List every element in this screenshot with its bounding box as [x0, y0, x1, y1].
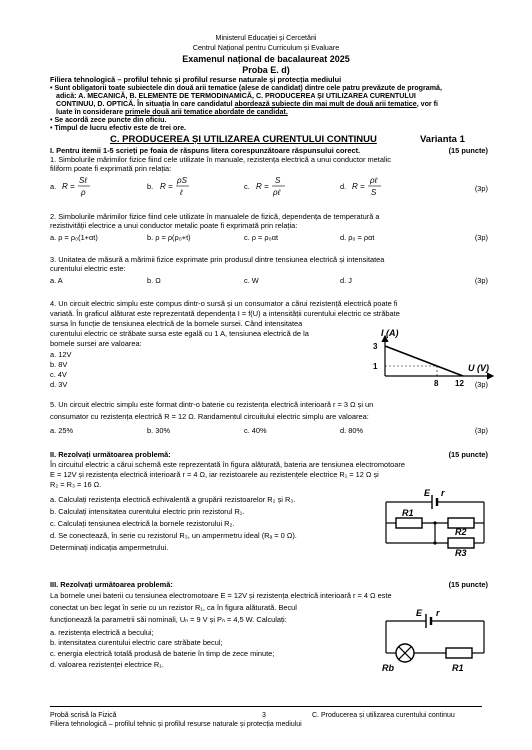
part2-heading: II. Rezolvați următoarea problemă: — [50, 450, 171, 459]
q4-option-b: b. 8V — [50, 360, 68, 369]
graph-y-label: I (A) — [381, 328, 399, 338]
svg-text:ρS: ρS — [177, 176, 187, 185]
center-name: Centrul Național pentru Curriculum și Evaluare — [192, 44, 340, 52]
instruction-2: adică: A. MECANICĂ, B. ELEMENTE DE TERMODINAMICĂ, C. PRODUCEREA ȘI UTILIZAREA CURENTULUI — [56, 92, 416, 100]
fig2-R2: R2 — [455, 527, 467, 537]
part2-circuit — [380, 490, 490, 556]
svg-text:R =: R = — [256, 182, 269, 191]
part2-item-b: b. Calculați intensitatea curentului electric prin rezistorul R₁. — [50, 507, 245, 516]
q2-line1: 2. Simbolurile mărimilor fizice fiind cele utilizate în manualele de fizică, dependența de temperatură a — [50, 212, 380, 221]
svg-text:ρ: ρ — [81, 188, 86, 197]
graph-line — [385, 346, 463, 376]
q4-option-c: c. 4V — [50, 370, 67, 379]
svg-text:S: S — [275, 176, 281, 185]
svg-text:Sℓ: Sℓ — [79, 176, 87, 185]
q2-points: (3p) — [474, 233, 488, 242]
q2-option-c: c. ρ = ρ₀αt — [244, 233, 279, 242]
svg-text:R =: R = — [352, 182, 365, 191]
part2-item-d2: Determinați indicația ampermetrului. — [50, 543, 169, 552]
part3-item-a: a. rezistența electrică a becului; — [50, 628, 154, 637]
q5-option-a: a. 25% — [50, 426, 74, 435]
q3-points: (3p) — [474, 276, 488, 285]
part2-item-a: a. Calculați rezistența electrică echivalentă a grupării rezistoarelor R₂ și R₃. — [50, 495, 296, 504]
part3-heading: III. Rezolvați următoarea problemă: — [50, 580, 173, 589]
q4-line4: curentului electric ce străbate sursa este egală cu 1 A, tensiunea electrică de la — [50, 329, 309, 338]
part3-line1: La bornele unei baterii cu tensiunea electromotoare E = 12V și rezistența electrică interioară r = 4 Ω este — [50, 591, 392, 600]
section-title: C. PRODUCEREA ȘI UTILIZAREA CURENTULUI CONTINUU — [110, 134, 377, 145]
q5-option-d: d. 80% — [340, 426, 364, 435]
instruction-4: luate în considerare primele două arii tematice abordate de candidat. — [56, 108, 288, 116]
q5-points: (3p) — [474, 426, 488, 435]
q2-option-b: b. ρ = ρ(ρ₀+t) — [147, 233, 191, 242]
exam-title: Examenul național de bacalaureat 2025 — [182, 54, 350, 64]
fig3-Rb: Rb — [382, 663, 394, 673]
fig3-R1: R1 — [452, 663, 464, 673]
footer-left: Probă scrisă la Fizică — [50, 712, 117, 719]
part1-points: (15 puncte) — [448, 146, 488, 155]
svg-text:ρℓ: ρℓ — [273, 188, 281, 197]
svg-text:b.: b. — [147, 182, 154, 191]
q3-line2: curentului electric este: — [50, 264, 126, 273]
q5-option-b: b. 30% — [147, 426, 171, 435]
q4-option-a: a. 12V — [50, 350, 72, 359]
part1-heading: I. Pentru itemii 1-5 scrieți pe foaia de răspuns litera corespunzătoare răspunsului corect. — [50, 146, 361, 155]
graph-y-tick-1: 1 — [373, 362, 378, 371]
part3-item-c: c. energia electrică totală produsă de baterie în timp de zece minute; — [50, 649, 275, 658]
part2-points: (15 puncte) — [448, 450, 488, 459]
q1-option-c — [244, 176, 285, 197]
proba-label: Proba E. d) — [242, 65, 290, 75]
svg-text:S: S — [371, 188, 377, 197]
fig2-R3: R3 — [455, 548, 467, 558]
part3-item-d: d. valoarea rezistenței electrice R₁. — [50, 660, 164, 669]
svg-text:a.: a. — [50, 182, 57, 191]
svg-text:ρℓ: ρℓ — [370, 176, 378, 185]
footer-right: C. Producerea și utilizarea curentului continuu — [312, 712, 455, 719]
footer-page-number: 3 — [262, 712, 266, 719]
svg-text:R =: R = — [160, 182, 173, 191]
graph-x-tick-12: 12 — [455, 379, 464, 388]
q3-option-b: b. Ω — [147, 276, 161, 285]
instruction-5: • Se acordă zece puncte din oficiu. — [50, 116, 167, 124]
instruction-1: • Sunt obligatorii toate subiectele din două arii tematice (alese de candidat) dintre cele patru prevăzute de programă, — [50, 84, 442, 92]
instruction-6: • Timpul de lucru efectiv este de trei ore. — [50, 124, 186, 132]
part3-line3: funcționează la parametrii săi nominali, Uₙ = 9 V și Pₙ = 4,5 W. Calculați: — [50, 615, 287, 624]
fig3-E: E — [416, 608, 423, 618]
q4-line5: bornele sursei are valoarea: — [50, 339, 142, 348]
svg-text:R =: R = — [62, 182, 75, 191]
q1-line1: 1. Simbolurile mărimilor fizice fiind cele utilizate în manuale, rezistența electrică a unui conductor metalic — [50, 155, 391, 164]
q1-options — [50, 174, 490, 200]
part2-item-d1: d. Se conectează, în serie cu rezistorul R₃, un ampermetru ideal (Rₐ = 0 Ω). — [50, 531, 297, 540]
q2-option-d: d. ρ₀ = ραt — [340, 233, 375, 242]
part2-item-c: c. Calculați tensiunea electrică la bornele rezistorului R₂. — [50, 519, 235, 528]
q1-line2: filiform poate fi exprimată prin relația: — [50, 164, 172, 173]
fig2-r: r — [441, 488, 445, 498]
svg-text:c.: c. — [244, 182, 250, 191]
ministry-name: Ministerul Educației și Cercetării — [215, 34, 317, 42]
filiera-line: Filiera tehnologică – profilul tehnic și profilul resurse naturale și protecția mediului — [50, 75, 342, 84]
q4-line2: variată. În graficul alăturat este reprezentată dependența I = f(U) a intensității curentului electric ce străbate — [50, 309, 400, 318]
q4-line3: sursa în funcție de tensiunea electrică de la bornele sursei. Când intensitatea — [50, 319, 303, 328]
q4-option-d: d. 3V — [50, 380, 68, 389]
footer-divider — [50, 706, 482, 707]
q1-points: (3p) — [474, 184, 488, 193]
graph-y-tick-3: 3 — [373, 342, 378, 351]
q5-line1: 5. Un circuit electric simplu este format dintr-o baterie cu rezistența electrică interioară r = 3 Ω și un — [50, 400, 374, 409]
q4-points: (3p) — [474, 380, 488, 389]
fig2-R1: R1 — [402, 508, 414, 518]
part2-line1: În circuitul electric a cărui schemă este reprezentată în figura alăturată, bateria are tensiunea electromotoare — [50, 460, 405, 469]
graph-x-label: U (V) — [468, 363, 489, 373]
q3-option-c: c. W — [244, 276, 259, 285]
q3-option-d: d. J — [340, 276, 352, 285]
fig2-E: E — [424, 488, 431, 498]
svg-text:ℓ: ℓ — [180, 188, 183, 197]
svg-text:d.: d. — [340, 182, 347, 191]
instruction-3: CONTINUU, D. OPTICĂ. În situația în care candidatul abordează subiecte din mai mult de două arii tematice, vor fi — [56, 100, 438, 108]
q3-option-a: a. A — [50, 276, 63, 285]
part3-line2: conectat un bec legat în serie cu un rezistor R₁, ca în figura alăturată. Becul — [50, 603, 297, 612]
q2-line2: rezistivității electrice a unui conductor metalic poate fi exprimată prin relația: — [50, 221, 298, 230]
q5-option-c: c. 40% — [244, 426, 267, 435]
footer-line2: Filiera tehnologică – profilul tehnic și profilul resurse naturale și protecția mediului — [50, 721, 302, 728]
part3-circuit — [380, 605, 490, 675]
part3-points: (15 puncte) — [448, 580, 488, 589]
part2-line3: R₂ = R₃ = 16 Ω. — [50, 480, 102, 489]
q4-line1: 4. Un circuit electric simplu este compus dintr-o sursă și un consumator a cărui rezistență electrică poate fi — [50, 299, 398, 308]
q5-line2: consumator cu rezistența electrică R = 12 Ω. Randamentul circuitului electric simplu are valoarea: — [50, 412, 369, 421]
fig3-r: r — [436, 608, 440, 618]
part3-item-b: b. intensitatea curentului electric care străbate becul; — [50, 638, 223, 647]
q4-graph — [368, 328, 498, 390]
q2-option-a: a. ρ = ρ₀(1+αt) — [50, 233, 98, 242]
q1-option-b — [147, 176, 189, 197]
q1-option-a — [50, 176, 90, 197]
variant-label: Varianta 1 — [420, 134, 465, 145]
graph-x-tick-8: 8 — [434, 379, 439, 388]
q3-line1: 3. Unitatea de măsură a mărimii fizice exprimate prin produsul dintre tensiunea electrică și intensitatea — [50, 255, 385, 264]
q1-option-d — [340, 176, 381, 197]
part2-line2: E = 12V și rezistența electrică interioară r = 4 Ω, iar rezistoarele au rezistențele electrice R₁ = 12 Ω și — [50, 470, 379, 479]
